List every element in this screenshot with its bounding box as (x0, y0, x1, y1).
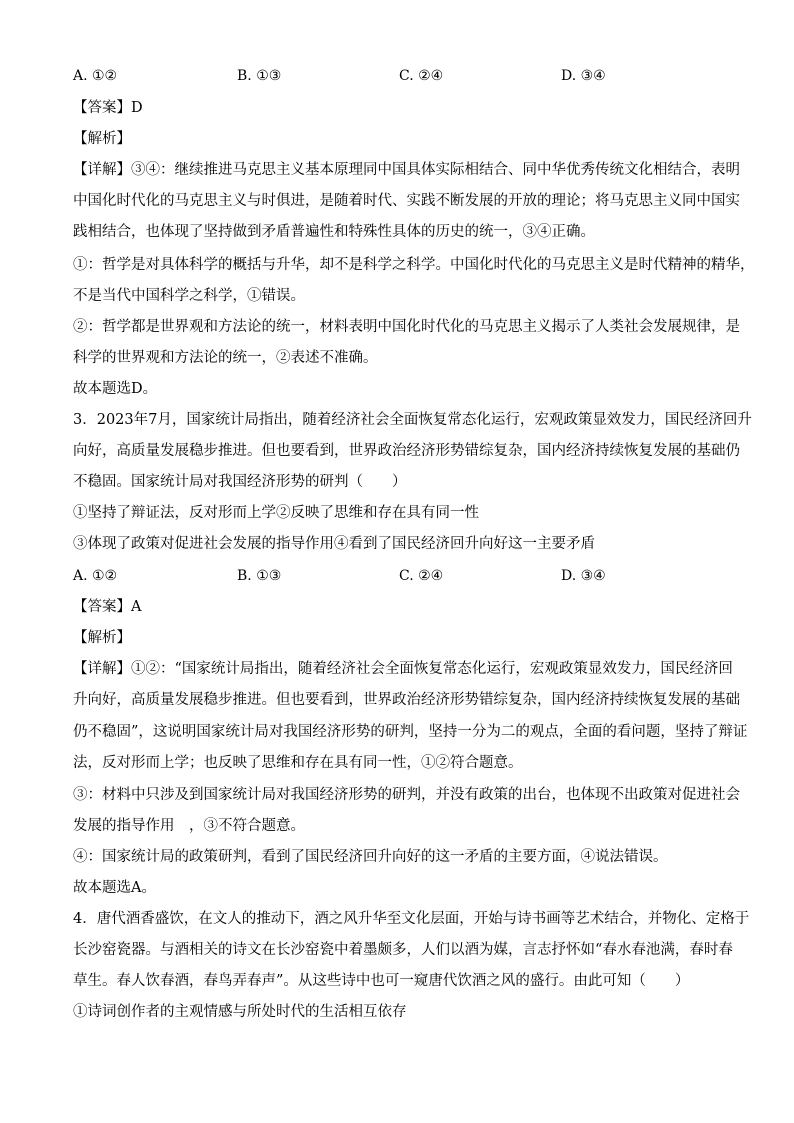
q2-explanation-line: 中国化时代化的马克思主义与时俱进，是随着时代、实践不断发展的开放的理论；将马克思主义同中国实 (73, 193, 740, 209)
q3-explanation-line: 【详解】①②：“国家统计局指出，随着经济社会全面恢复常态化运行，宏观政策显效发力，国民经济回 (73, 661, 733, 677)
q3-statement: ③体现了政策对促进社会发展的指导作用④看到了国民经济回升向好这一主要矛盾 (73, 536, 595, 552)
q3-stem-line: 3．2023年7月，国家统计局指出，随着经济社会全面恢复常态化运行，宏观政策显效发力，国民经济回升 (73, 412, 752, 428)
q2-conclusion: 故本题选D。 (73, 381, 158, 397)
q2-explanation-line: 科学的世界观和方法论的统一，②表述不准确。 (73, 350, 378, 366)
q3-explanation-line: 升向好，高质量发展稳步推进。但也要看到，世界政治经济形势错综复杂，国内经济持续恢复发展的基础 (73, 692, 740, 708)
q3-conclusion: 故本题选A。 (73, 880, 156, 896)
q2-option-b: B. ①③ (237, 68, 282, 84)
q3-option-b: B. ①③ (237, 568, 282, 584)
q3-explanation-line: 发展的指导作用 ，③不符合题意。 (73, 818, 305, 834)
q3-explanation-line: ④：国家统计局的政策研判，看到了国民经济回升向好的这一矛盾的主要方面，④说法错误。 (73, 849, 668, 865)
q2-explanation-line: 践相结合，也体现了坚持做到矛盾普遍性和特殊性具体的历史的统一，③④正确。 (73, 224, 595, 240)
q2-options (73, 66, 713, 86)
q4-stem-line: 长沙窑瓷器。与酒相关的诗文在长沙窑瓷中着墨颇多，人们以酒为媒，言志抒怀如“春水春池满，春时春 (73, 942, 733, 958)
q4-stem-line: 4．唐代酒香盛饮，在文人的推动下，酒之风升华至文化层面，开始与诗书画等艺术结合，并物化、定格于 (73, 911, 750, 927)
q2-explanation-line: 【详解】③④：继续推进马克思主义基本原理同中国具体实际相结合、同中华优秀传统文化相结合，表明 (73, 162, 740, 178)
q2-option-a: A. ①② (73, 68, 118, 84)
q2-explanation-line: ①：哲学是对具体科学的概括与升华，却不是科学之科学。中国化时代化的马克思主义是时代精神的精华， (73, 257, 755, 273)
q3-explanation-line: 仍不稳固”，这说明国家统计局对我国经济形势的研判，坚持一分为二的观点，全面的看问题，坚持了辩证 (73, 724, 748, 740)
q2-analysis-heading: 【解析】 (73, 131, 131, 147)
q3-options (73, 566, 713, 586)
q3-explanation-line: 法，反对形而上学；也反映了思维和存在具有同一性，①②符合题意。 (73, 755, 523, 771)
q3-stem-line: 不稳固。国家统计局对我国经济形势的研判（ ） (73, 474, 407, 490)
q3-stem-line: 向好，高质量发展稳步推进。但也要看到，世界政治经济形势错综复杂，国内经济持续恢复发展的基础仍 (73, 443, 740, 459)
q2-answer: 【答案】D (73, 100, 143, 116)
q2-explanation-line: ②：哲学都是世界观和方法论的统一，材料表明中国化时代化的马克思主义揭示了人类社会发展规律，是 (73, 319, 740, 335)
q3-option-a: A. ①② (73, 568, 118, 584)
q3-explanation-line: ③：材料中只涉及到国家统计局对我国经济形势的研判，并没有政策的出台，也体现不出政策对促进社会 (73, 787, 740, 803)
q4-statement: ①诗词创作者的主观情感与所处时代的生活相互依存 (73, 1004, 407, 1020)
q2-explanation-line: 不是当代中国科学之科学，①错误。 (73, 288, 305, 304)
q3-option-d: D. ③④ (561, 568, 606, 584)
q3-statement: ①坚持了辩证法，反对形而上学②反映了思维和存在具有同一性 (73, 505, 479, 521)
q3-analysis-heading: 【解析】 (73, 630, 131, 646)
q4-stem-line: 草生。春人饮春酒，春鸟弄春声”。从这些诗中也可一窥唐代饮酒之风的盛行。由此可知（ ） (73, 973, 690, 989)
q2-option-c: C. ②④ (399, 68, 444, 84)
q3-option-c: C. ②④ (399, 568, 444, 584)
q3-answer: 【答案】A (73, 599, 142, 615)
q2-option-d: D. ③④ (561, 68, 606, 84)
